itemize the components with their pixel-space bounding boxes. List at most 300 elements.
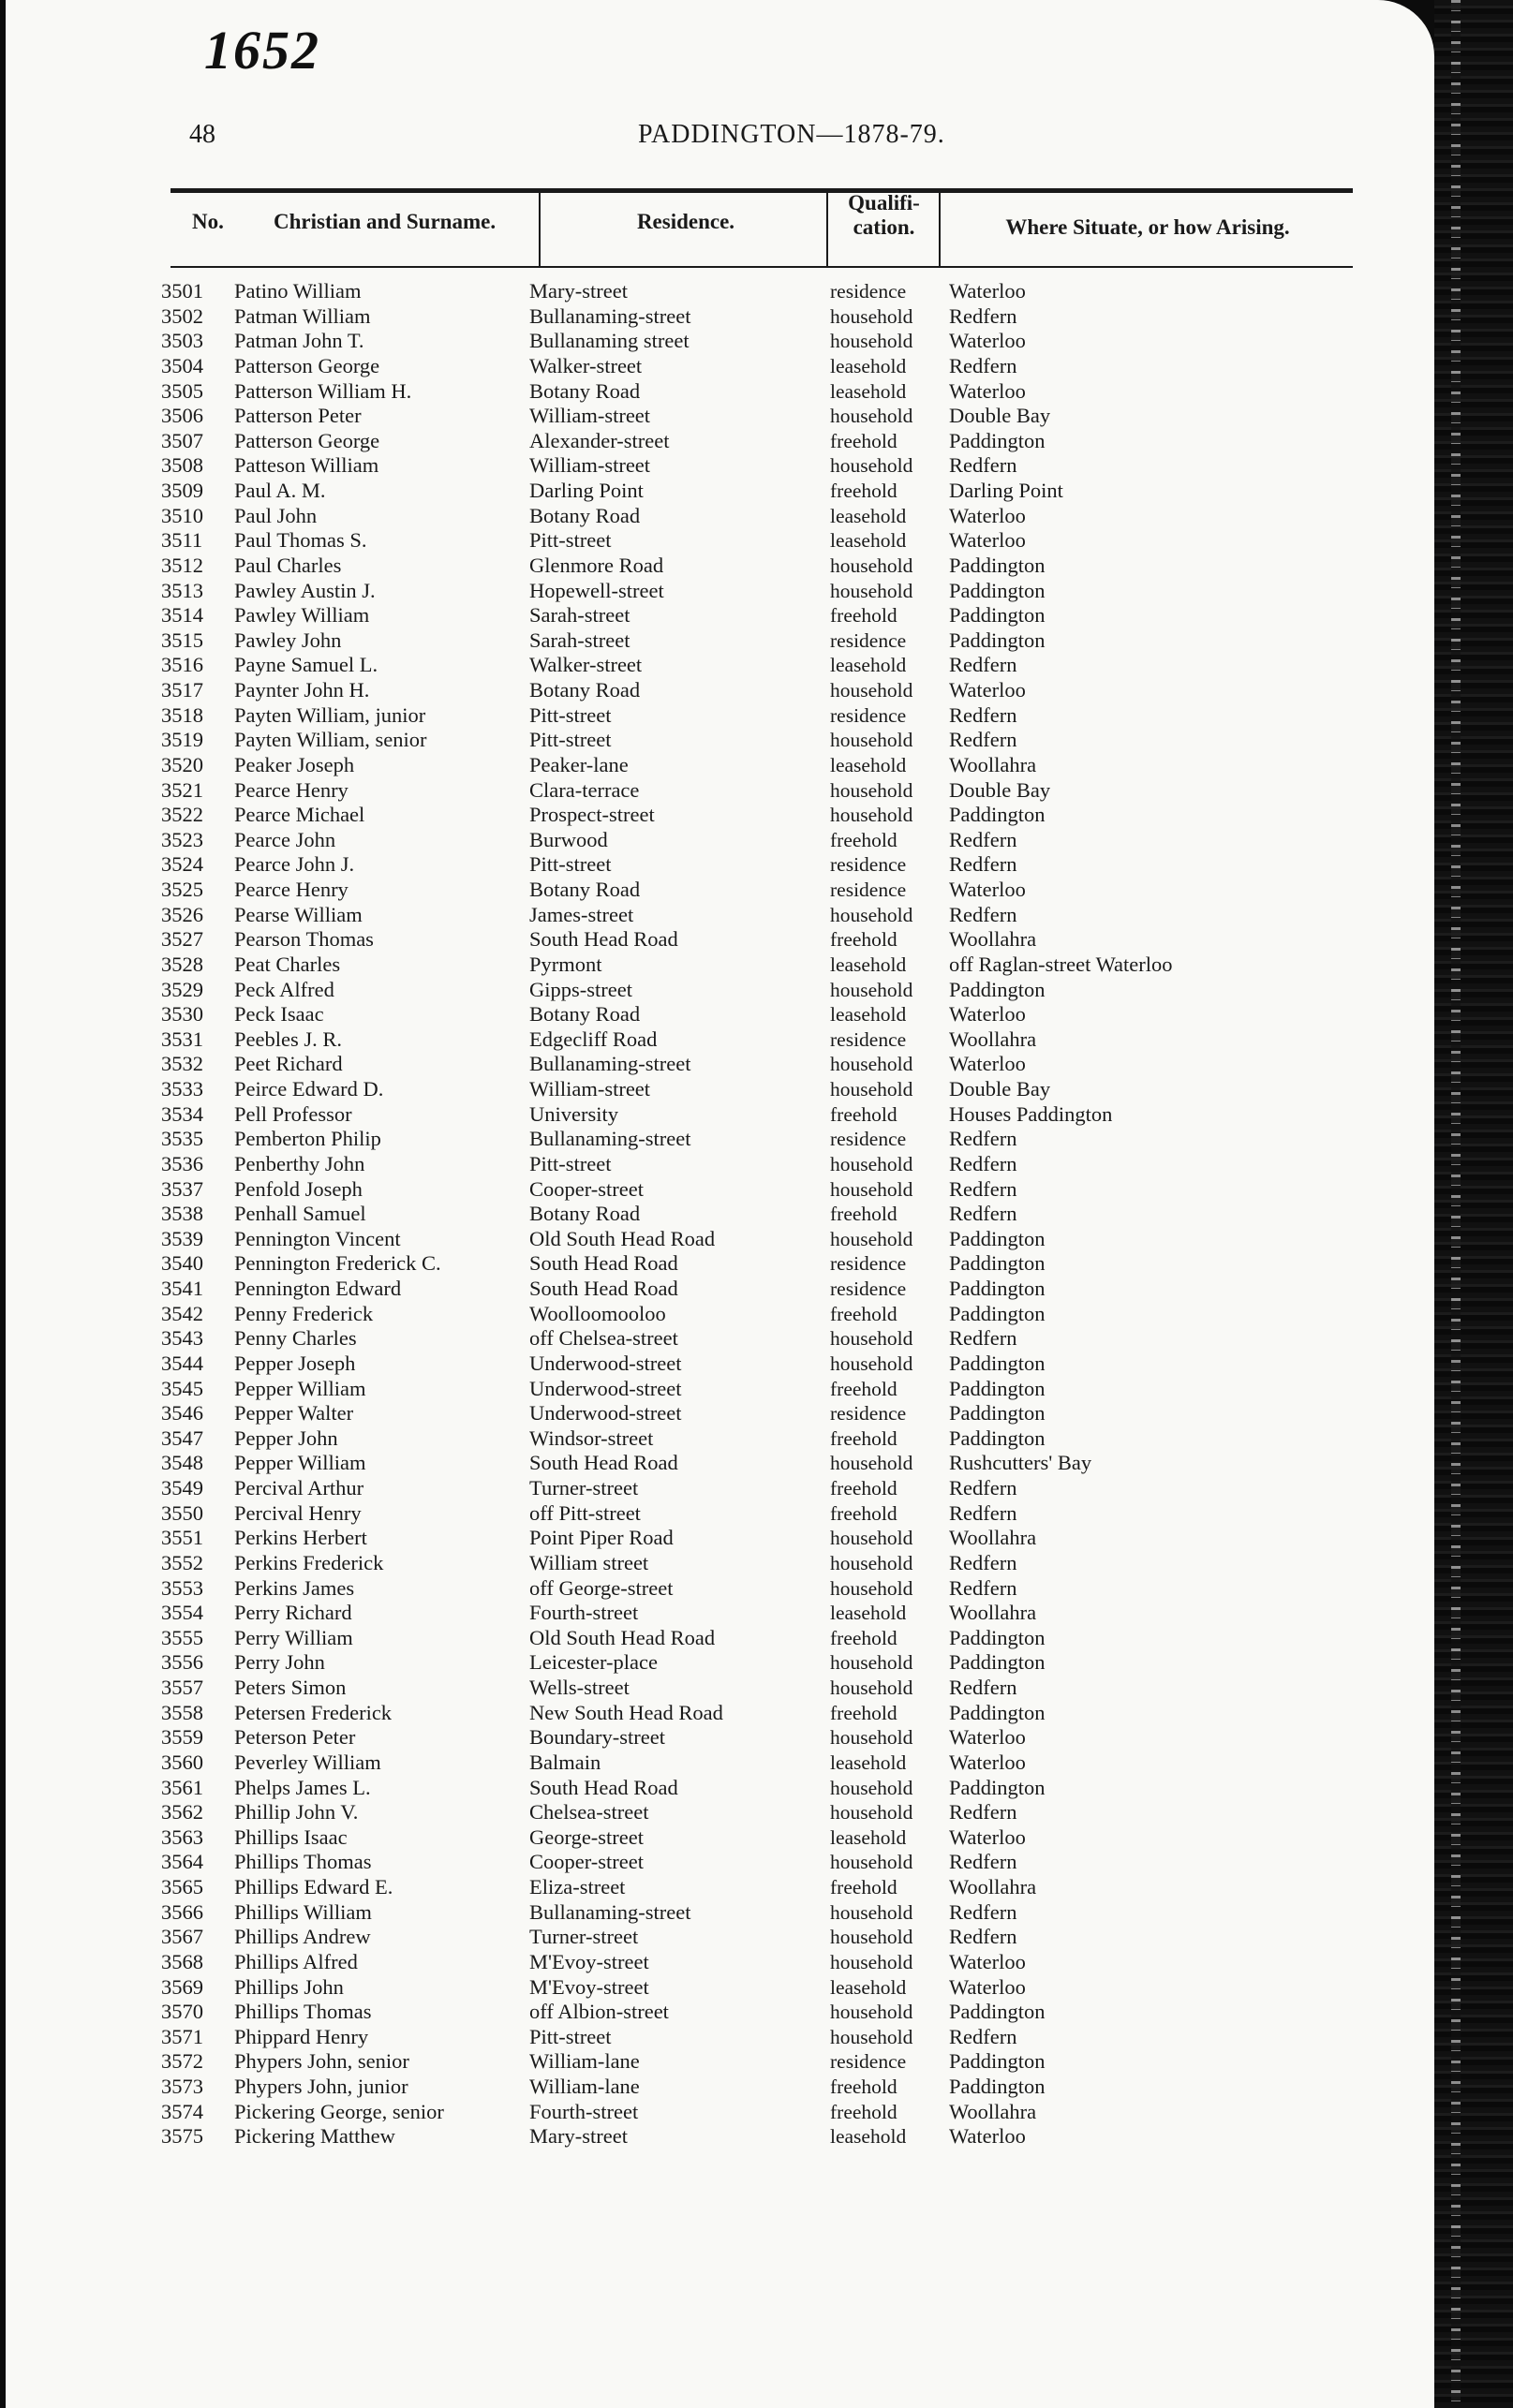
where-situate-cell: Woollahra [949,1875,1037,1898]
where-situate-cell: Redfern [949,1326,1017,1351]
where-situate-cell: Paddington [949,1775,1046,1799]
where-situate-cell: Rushcutters' Bay [949,1451,1092,1475]
residence-cell: William-street [529,404,651,428]
residence-cell: Botany Road [529,1202,641,1226]
qualification-cell: leasehold [830,504,907,527]
where-situate-cell: Darling Point [949,479,1063,502]
where-situate-cell: Redfern [949,852,1017,877]
voter-name: Pearson Thomas [234,927,374,952]
row-number: 3524 [161,852,203,877]
qualification-cell: residence [830,879,907,901]
residence-cell: Pitt-street [529,728,612,752]
where-situate-cell: Redfern [949,827,1017,851]
voter-name: Phippard Henry [234,2024,369,2048]
voter-name: Pepper William [234,1451,366,1475]
header-bottom-rule [171,266,1353,268]
qualification-cell: freehold [830,1701,897,1724]
voter-name: Peverley William [234,1750,381,1774]
row-number: 3562 [161,1800,203,1824]
qualification-cell: leasehold [830,379,907,403]
voter-name: Pemberton Philip [234,1127,381,1151]
residence-cell: Windsor-street [529,1426,654,1450]
voter-name: Penfold Joseph [234,1176,363,1201]
column-header-name: Christian and Surname. [274,210,497,233]
voter-name: Perkins Frederick [234,1550,384,1574]
voter-name: Patteson William [234,453,379,478]
residence-cell: Prospect-street [529,803,655,827]
row-number: 3554 [161,1601,203,1625]
qualification-cell: leasehold [830,1751,907,1774]
row-number: 3556 [161,1650,203,1675]
residence-cell: Pyrmont [529,952,602,976]
row-number: 3572 [161,2049,203,2074]
row-number: 3543 [161,1326,203,1351]
column-header-no: No. [192,210,224,233]
residence-cell: M'Evoy-street [529,1974,649,1999]
residence-cell: Botany Road [529,378,641,403]
row-number: 3542 [161,1301,203,1325]
where-situate-cell: Waterloo [949,279,1026,303]
where-situate-cell: Paddington [949,1277,1046,1300]
where-situate-cell: Redfern [949,1127,1017,1151]
qualification-cell: household [830,903,913,926]
row-number: 3565 [161,1875,203,1898]
voter-name: Peebles J. R. [234,1027,342,1051]
qualification-cell: household [830,330,913,353]
where-situate-cell: Waterloo [949,503,1026,527]
row-number: 3520 [161,752,203,776]
qualification-cell: household [830,454,913,478]
document-page [6,0,1434,2408]
qualification-cell: household [830,1177,913,1201]
qualification-cell: household [830,2025,913,2048]
row-number: 3557 [161,1676,203,1699]
residence-cell: George-street [529,1824,645,1849]
voter-name: Perry John [234,1650,325,1675]
voter-name: Payne Samuel L. [234,653,378,677]
voter-name: Pickering Matthew [234,2124,395,2149]
qualification-cell: freehold [830,1302,897,1325]
qualification-cell: household [830,1776,913,1799]
row-number: 3505 [161,378,203,403]
voter-name: Patman William [234,303,371,328]
residence-cell: New South Head Road [529,1700,723,1724]
where-situate-cell: Paddington [949,1700,1046,1724]
residence-cell: Botany Road [529,678,641,702]
voter-name: Pearce Henry [234,878,349,901]
residence-cell: University [529,1101,618,1126]
where-situate-cell: Paddington [949,803,1046,827]
voter-name: Pearce John J. [234,852,355,877]
where-situate-cell: Paddington [949,2049,1046,2074]
voter-name: Patterson George [234,353,380,377]
row-number: 3550 [161,1500,203,1525]
voter-name: Pearce Michael [234,803,365,827]
qualification-cell: freehold [830,1377,897,1400]
voter-name: Payten William, junior [234,702,426,727]
row-number: 3509 [161,479,203,502]
residence-cell: Pitt-street [529,702,612,727]
voter-name: Penny Frederick [234,1301,374,1325]
scan-edge-strip [1434,0,1513,2408]
where-situate-cell: Redfern [949,1202,1017,1226]
row-number: 3506 [161,404,203,428]
where-situate-cell: Waterloo [949,1052,1026,1076]
row-number: 3515 [161,628,203,652]
voter-name: Phypers John, junior [234,2075,408,2098]
qualification-cell: freehold [830,2100,897,2123]
voter-name: Peirce Edward D. [234,1077,384,1101]
where-situate-cell: Redfern [949,303,1017,328]
residence-cell: William-street [529,1077,651,1101]
qualification-cell: household [830,405,913,428]
where-situate-cell: Paddington [949,1625,1046,1649]
qualification-cell: household [830,1053,913,1076]
residence-cell: William-lane [529,2049,640,2074]
residence-cell: Underwood-street [529,1351,682,1375]
column-divider-where [939,191,941,266]
residence-cell: Sarah-street [529,628,630,652]
residence-cell: Clara-terrace [529,777,640,802]
page-number: 48 [189,120,215,149]
where-situate-cell: Waterloo [949,1824,1026,1849]
where-situate-cell: Redfern [949,1151,1017,1175]
where-situate-cell: Double Bay [949,1077,1051,1101]
where-situate-cell: Waterloo [949,878,1026,901]
residence-cell: Cooper-street [529,1850,645,1874]
voter-name: Paul John [234,503,318,527]
where-situate-cell: Paddington [949,428,1046,452]
voter-name: Peck Alfred [234,977,334,1001]
where-situate-cell: Waterloo [949,378,1026,403]
voter-name: Paul A. M. [234,479,326,502]
where-situate-cell: off Raglan-street Waterloo [949,952,1173,976]
voter-name: Perry William [234,1625,353,1649]
voter-name: Phillips Thomas [234,2000,372,2024]
handwritten-folio-number: 1652 [204,20,320,81]
residence-cell: Underwood-street [529,1401,682,1426]
voter-name: Phillip John V. [234,1800,359,1824]
row-number: 3514 [161,603,203,628]
residence-cell: Pitt-street [529,528,612,553]
where-situate-cell: Redfern [949,653,1017,677]
qualification-header-line2: cation. [853,215,915,239]
row-number: 3553 [161,1575,203,1600]
residence-cell: Sarah-street [529,603,630,628]
qualification-cell: household [830,1352,913,1375]
where-situate-cell: Waterloo [949,528,1026,553]
row-number: 3519 [161,728,203,752]
voter-name: Perkins Herbert [234,1526,367,1550]
residence-cell: Fourth-street [529,2099,639,2123]
row-number: 3558 [161,1700,203,1724]
qualification-cell: household [830,1551,913,1574]
where-situate-cell: Double Bay [949,777,1051,802]
residence-cell: Bullanaming-street [529,1127,691,1151]
qualification-cell: leasehold [830,354,907,377]
residence-cell: Mary-street [529,2124,628,2149]
qualification-cell: residence [830,1402,907,1426]
residence-cell: Edgecliff Road [529,1027,658,1051]
where-situate-cell: Waterloo [949,678,1026,702]
row-number: 3575 [161,2124,203,2149]
residence-cell: South Head Road [529,1451,678,1475]
residence-cell: Woolloomooloo [529,1301,666,1325]
qualification-cell: residence [830,1252,907,1276]
voter-name: Pennington Frederick C. [234,1251,441,1276]
row-number: 3530 [161,1002,203,1027]
qualification-cell: residence [830,280,907,303]
where-situate-cell: Redfern [949,1800,1017,1824]
residence-cell: William street [529,1550,649,1574]
residence-cell: off Albion-street [529,2000,669,2024]
qualification-cell: household [830,804,913,827]
voter-name: Pearce Henry [234,777,349,802]
where-situate-cell: Redfern [949,2024,1017,2048]
qualification-cell: household [830,554,913,577]
row-number: 3574 [161,2099,203,2123]
residence-cell: James-street [529,902,634,926]
qualification-cell: household [830,1926,913,1949]
qualification-cell: residence [830,703,907,727]
where-situate-cell: Woollahra [949,2099,1037,2123]
row-number: 3559 [161,1725,203,1750]
voter-name: Pepper John [234,1426,338,1450]
qualification-cell: household [830,1677,913,1699]
voter-name: Peters Simon [234,1676,347,1699]
qualification-cell: leasehold [830,1602,907,1625]
column-header-residence: Residence. [636,210,735,233]
row-number: 3548 [161,1451,203,1475]
header-top-rule [171,188,1353,193]
row-number: 3549 [161,1476,203,1499]
residence-cell: Wells-street [529,1676,630,1699]
qualification-cell: residence [830,1027,907,1051]
voter-name: Pepper Walter [234,1401,354,1426]
residence-cell: Burwood [529,827,608,851]
where-situate-cell: Paddington [949,1226,1046,1250]
voter-name: Pawley Austin J. [234,578,376,602]
qualification-cell: household [830,778,913,802]
qualification-cell: household [830,1851,913,1874]
qualification-cell: freehold [830,1477,897,1499]
voter-name: Pickering George, senior [234,2099,444,2123]
voter-name: Phillips Isaac [234,1824,348,1849]
qualification-cell: leasehold [830,2125,907,2149]
residence-cell: Darling Point [529,479,644,502]
residence-cell: Gipps-street [529,977,632,1001]
qualification-cell: freehold [830,2076,897,2098]
where-situate-cell: Paddington [949,603,1046,628]
where-situate-cell: Paddington [949,1376,1046,1400]
row-number: 3540 [161,1251,203,1276]
residence-cell: William-street [529,453,651,478]
row-number: 3563 [161,1824,203,1849]
row-number: 3534 [161,1101,203,1126]
row-number: 3568 [161,1949,203,1973]
row-number: 3522 [161,803,203,827]
where-situate-cell: Paddington [949,1351,1046,1375]
voter-name: Perkins James [234,1575,355,1600]
residence-cell: Leicester-place [529,1650,658,1675]
where-situate-cell: Woollahra [949,1526,1037,1550]
qualification-cell: household [830,1227,913,1250]
where-situate-cell: Waterloo [949,1725,1026,1750]
row-number: 3502 [161,303,203,328]
row-number: 3533 [161,1077,203,1101]
residence-cell: Boundary-street [529,1725,665,1750]
qualification-cell: household [830,1327,913,1351]
qualification-cell: household [830,304,913,328]
row-number: 3517 [161,678,203,702]
voter-name: Petersen Frederick [234,1700,393,1724]
voter-name: Patterson George [234,428,380,452]
row-number: 3536 [161,1151,203,1175]
where-situate-cell: Redfern [949,1676,1017,1699]
row-number: 3537 [161,1176,203,1201]
voter-name: Patino William [234,279,362,303]
voter-name: Phillips Thomas [234,1850,372,1874]
voter-name: Pawley John [234,628,342,652]
voter-name: Peck Isaac [234,1002,324,1027]
residence-cell: Mary-street [529,279,628,303]
qualification-cell: household [830,1452,913,1475]
voter-name: Pepper William [234,1376,366,1400]
where-situate-cell: Redfern [949,902,1017,926]
qualification-cell: leasehold [830,1975,907,1999]
qualification-cell: freehold [830,429,897,452]
row-number: 3518 [161,702,203,727]
voter-name: Phillips Andrew [234,1925,371,1949]
where-situate-cell: Houses Paddington [949,1101,1113,1126]
row-number: 3504 [161,353,203,377]
residence-cell: Bullanaming-street [529,1052,691,1076]
voter-name: Peaker Joseph [234,752,355,776]
column-header-where: Where Situate, or how Arising. [1005,215,1290,239]
row-number: 3560 [161,1750,203,1774]
voter-name: Paynter John H. [234,678,370,702]
residence-cell: Bullanaming-street [529,303,691,328]
qualification-cell: household [830,1950,913,1973]
residence-cell: Peaker-lane [529,752,629,776]
voter-name: Pawley William [234,603,370,628]
qualification-cell: leasehold [830,953,907,976]
voter-name: Pearse William [234,902,363,926]
qualification-cell: freehold [830,1876,897,1898]
qualification-cell: household [830,1726,913,1750]
row-number: 3538 [161,1202,203,1226]
qualification-cell: freehold [830,928,897,952]
residence-cell: off Pitt-street [529,1500,641,1525]
row-number: 3567 [161,1925,203,1949]
row-number: 3535 [161,1127,203,1151]
residence-cell: Pitt-street [529,2024,612,2048]
voter-name: Payten William, senior [234,728,427,752]
row-number: 3531 [161,1027,203,1051]
row-number: 3513 [161,578,203,602]
residence-cell: South Head Road [529,1775,678,1799]
voter-name: Penhall Samuel [234,1202,366,1226]
running-title: PADDINGTON—1878-79. [638,120,945,149]
voter-name: Paul Thomas S. [234,528,367,553]
row-number: 3569 [161,1974,203,1999]
residence-cell: Turner-street [529,1925,639,1949]
qualification-cell: household [830,1651,913,1675]
voter-name: Phillips Edward E. [234,1875,393,1898]
voter-name: Paul Charles [234,553,342,577]
voter-name: Patterson William H. [234,378,412,403]
voter-name: Penny Charles [234,1326,357,1351]
row-number: 3547 [161,1426,203,1450]
row-number: 3561 [161,1775,203,1799]
residence-cell: Eliza-street [529,1875,626,1898]
where-situate-cell: Paddington [949,1301,1046,1325]
where-situate-cell: Redfern [949,702,1017,727]
qualification-cell: household [830,1576,913,1600]
residence-cell: Fourth-street [529,1601,639,1625]
where-situate-cell: Waterloo [949,2124,1026,2149]
qualification-header-line1: Qualifi- [848,191,920,214]
qualification-cell: freehold [830,1426,897,1450]
column-divider-qualification [826,191,828,266]
voter-name: Peet Richard [234,1052,343,1076]
row-number: 3525 [161,878,203,901]
where-situate-cell: Redfern [949,1476,1017,1499]
residence-cell: Pitt-street [529,852,612,877]
residence-cell: Bullanaming-street [529,1899,691,1924]
where-situate-cell: Woollahra [949,1027,1037,1051]
voter-name: Pepper Joseph [234,1351,356,1375]
row-number: 3544 [161,1351,203,1375]
residence-cell: Bullanaming street [529,329,690,353]
qualification-cell: residence [830,628,907,652]
where-situate-cell: Double Bay [949,404,1051,428]
where-situate-cell: Waterloo [949,329,1026,353]
voter-name: Pennington Edward [234,1277,402,1300]
where-situate-cell: Woollahra [949,1601,1037,1625]
voter-name: Percival Arthur [234,1476,364,1499]
where-situate-cell: Paddington [949,2075,1046,2098]
qualification-cell: leasehold [830,529,907,553]
row-number: 3516 [161,653,203,677]
qualification-cell: freehold [830,1501,897,1525]
residence-cell: Walker-street [529,653,643,677]
row-number: 3527 [161,927,203,952]
qualification-cell: residence [830,853,907,877]
where-situate-cell: Redfern [949,353,1017,377]
voter-name: Peterson Peter [234,1725,356,1750]
voter-name: Phillips John [234,1974,344,1999]
row-number: 3529 [161,977,203,1001]
row-number: 3546 [161,1401,203,1426]
column-header-qualification [829,191,939,240]
row-number: 3507 [161,428,203,452]
qualification-cell: household [830,1801,913,1824]
voter-name: Phillips William [234,1899,372,1924]
residence-cell: Botany Road [529,503,641,527]
residence-cell: Pitt-street [529,1151,612,1175]
residence-cell: Underwood-street [529,1376,682,1400]
residence-cell: South Head Road [529,927,678,952]
residence-cell: Old South Head Road [529,1625,716,1649]
row-number: 3539 [161,1226,203,1250]
row-number: 3555 [161,1625,203,1649]
qualification-cell: residence [830,1128,907,1151]
residence-cell: Alexander-street [529,428,670,452]
where-situate-cell: Paddington [949,553,1046,577]
residence-cell: Cooper-street [529,1176,645,1201]
voter-name: Phillips Alfred [234,1949,358,1973]
